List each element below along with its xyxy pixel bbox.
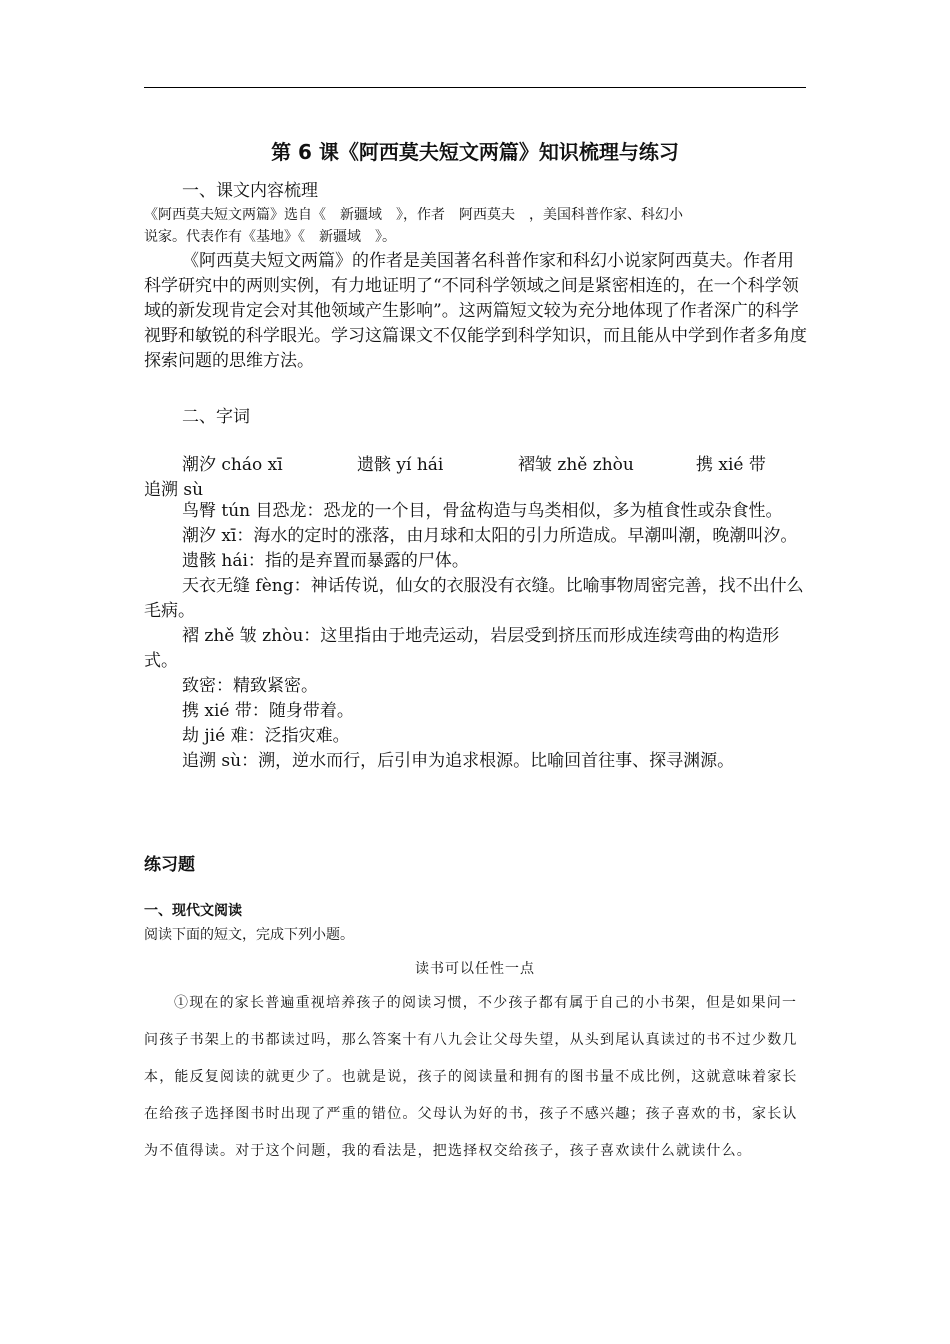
definition-item: 褶 zhě 皱 zhòu：这里指由于地壳运动，岩层受到挤压而形成连续弯曲的构造形式。 bbox=[144, 626, 780, 671]
page-title: 第 6 课《阿西莫夫短文两篇》知识梳理与练习 bbox=[271, 140, 679, 164]
passage-paragraph-1: ①现在的家长普遍重视培养孩子的阅读习惯，不少孩子都有属于自己的小书架，但是如果问一问孩子书架上的书都读过吗，那么答案十有八九会让父母失望，从头到尾认真读过的书不过少数几本，能反复阅读的就更少了。也就是说，孩子的阅读量和拥有的图书量不成比例，这就意味着家长在给孩子选择图书时出现了严重的错位。父母认为好的书，孩子不感兴趣；孩子喜欢的书，家长认为不值得读。对于这个问题，我的看法是，把选择权交给孩子，孩子喜欢读什么就读什么。 bbox=[144, 995, 798, 1159]
practice-heading: 练习题 bbox=[144, 855, 195, 875]
passage-title: 读书可以任性一点 bbox=[415, 961, 535, 977]
section1-heading: 一、课文内容梳理 bbox=[182, 181, 318, 201]
intro-line-1: 《阿西莫夫短文两篇》选自《 新疆域 》，作者 阿西莫夫 ，美国科普作家、科幻小 bbox=[144, 207, 683, 223]
practice-instruction: 阅读下面的短文，完成下列小题。 bbox=[144, 927, 354, 943]
passage-body bbox=[144, 985, 806, 1170]
definitions-list bbox=[144, 499, 810, 774]
section1-intro bbox=[144, 202, 810, 250]
section1-summary bbox=[144, 249, 810, 374]
definition-item: 追溯 sù：溯，逆水而行，后引申为追求根源。比喻回首往事、探寻渊源。 bbox=[182, 751, 735, 771]
definition-item: 劫 jié 难：泛指灾难。 bbox=[182, 726, 350, 746]
definition-item: 携 xié 带：随身带着。 bbox=[182, 701, 354, 721]
pinyin-item-2: 遗骸 yí hái bbox=[357, 455, 444, 475]
definition-item: 遗骸 hái：指的是弃置而暴露的尸体。 bbox=[182, 551, 469, 571]
definition-item: 致密：精致紧密。 bbox=[182, 676, 318, 696]
definition-item: 天衣无缝 fèng：神话传说，仙女的衣服没有衣缝。比喻事物周密完善，找不出什么毛病。 bbox=[144, 576, 804, 621]
summary-paragraph: 《阿西莫夫短文两篇》的作者是美国著名科普作家和科幻小说家阿西莫夫。作者用科学研究中的两则实例，有力地证明了“不同科学领域之间是紧密相连的，在一个科学领域的新发现肯定会对其他领域产生影响”。这两篇短文较为充分地体现了作者深广的科学视野和敏锐的科学眼光。学习这篇课文不仅能学到科学知识，而且能从中学到作者多角度探索问题的思维方法。 bbox=[144, 251, 807, 371]
definition-item: 潮汐 xī：海水的定时的涨落，由月球和太阳的引力所造成。早潮叫潮，晚潮叫汐。 bbox=[182, 526, 798, 546]
pinyin-item-5: 追溯 sù bbox=[144, 480, 204, 500]
definition-item: 鸟臀 tún 目恐龙：恐龙的一个目，骨盆构造与鸟类相似，多为植食性或杂食性。 bbox=[182, 501, 783, 521]
pinyin-item-4: 携 xié 带 bbox=[696, 455, 766, 475]
intro-line-2: 说家。代表作有《基地》《 新疆域 》。 bbox=[144, 229, 396, 245]
pinyin-item-3: 褶皱 zhě zhòu bbox=[518, 455, 634, 475]
header-rule bbox=[144, 87, 806, 88]
practice-subheading: 一、现代文阅读 bbox=[144, 903, 242, 919]
section2-heading: 二、字词 bbox=[182, 407, 250, 427]
pinyin-item-1: 潮汐 cháo xī bbox=[182, 455, 283, 475]
